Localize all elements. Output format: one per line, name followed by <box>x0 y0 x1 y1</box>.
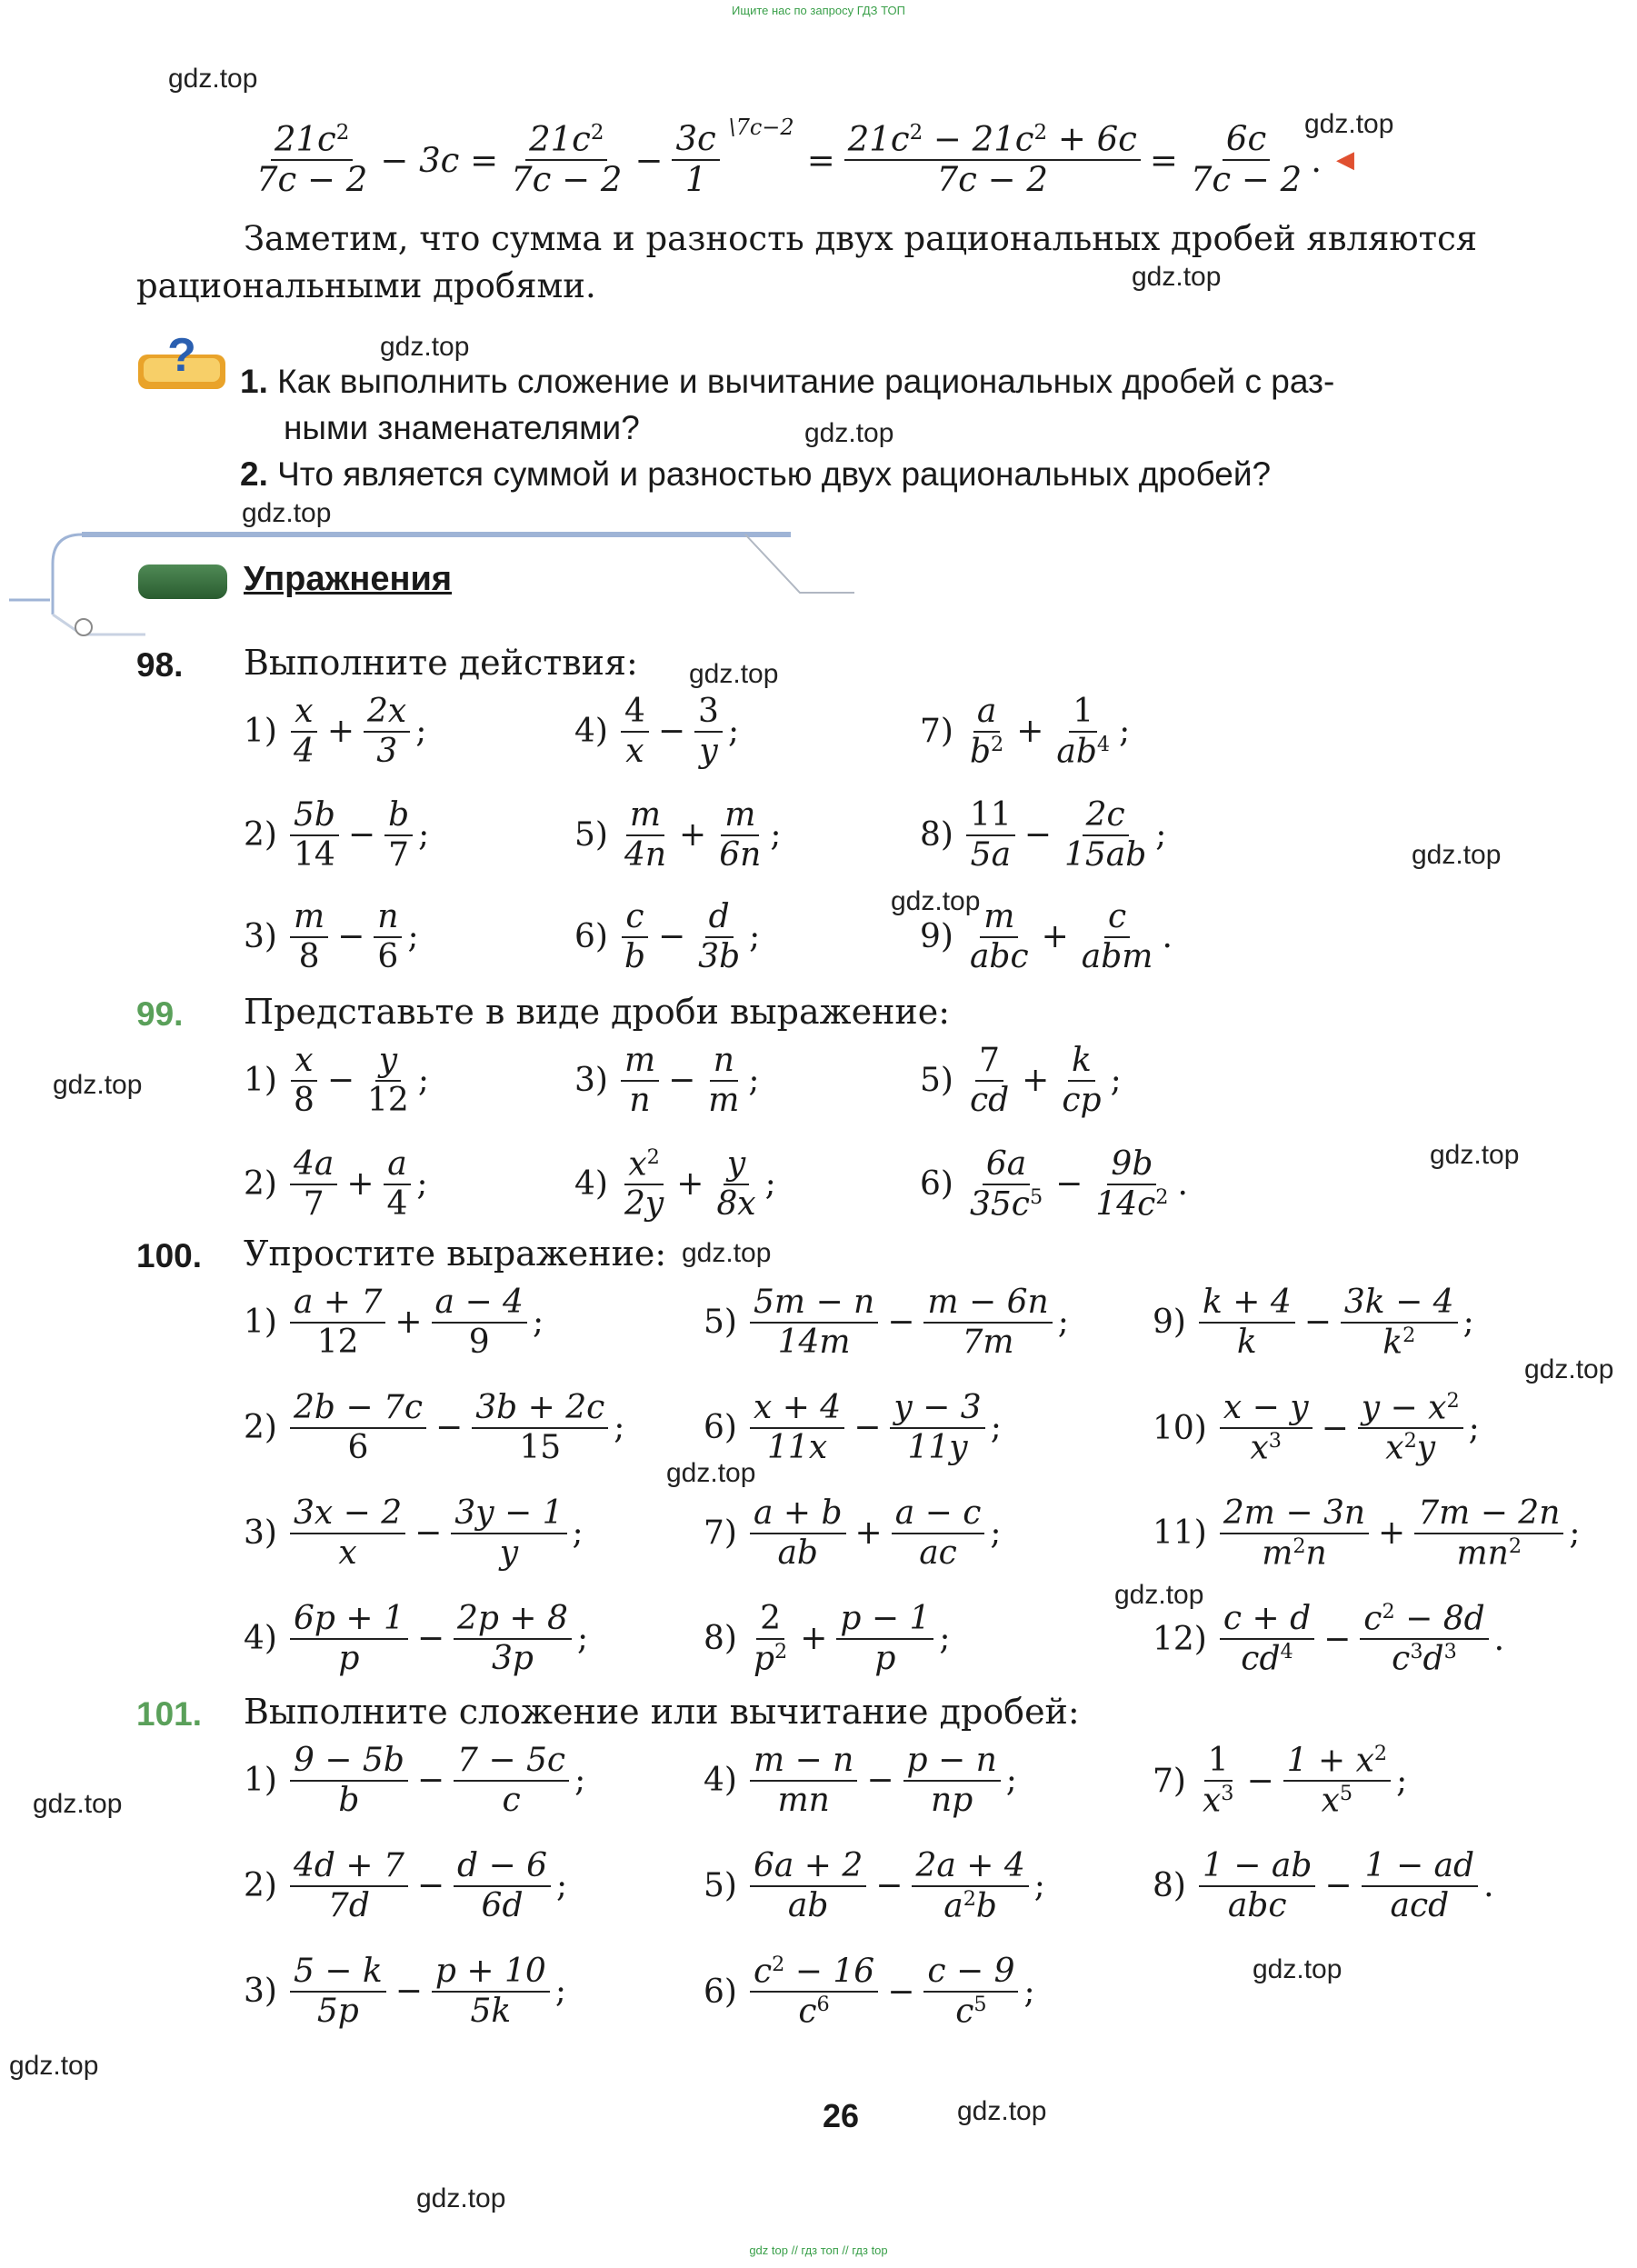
ex98-item-3: 3) $\frac{m}{8}$ − $\frac{n}{6}$ ; <box>244 898 419 975</box>
ex100-item-3: 3) $\frac{3x - 2}{x}$ − $\frac{3y - 1}{y}$ ; <box>244 1494 584 1572</box>
watermark: gdz.top <box>666 1458 756 1488</box>
end-of-example-marker: ◀ <box>1335 146 1354 175</box>
ex101-item-1: 1) $\frac{9 - 5b}{b}$ − $\frac{7 - 5c}{c}$ ; <box>244 1742 586 1819</box>
ex99-item-3: 3) $\frac{m}{n}$ − $\frac{n}{m}$ ; <box>574 1042 760 1119</box>
ex98-item-4: 4) $\frac{4}{x}$ − $\frac{3}{y}$ ; <box>574 693 740 770</box>
ex99-item-6: 6) $\frac{6a}{35c^5}$ − $\frac{9b}{14c^2}$ . <box>920 1145 1188 1224</box>
top-banner[interactable]: Ищите нас по запросу ГДЗ ТОП <box>732 4 905 17</box>
ex101-item-8: 8) $\frac{1 - ab}{\text{abc}}$ − $\frac{1 - ad}{\text{acd}}$ . <box>1153 1847 1494 1924</box>
exercise-100-number: 100. <box>136 1237 203 1274</box>
watermark: gdz.top <box>9 2051 99 2081</box>
ex100-item-11: 11) $\frac{2m - 3n}{m^2n}$ + $\frac{7m - 2n}{mn^2}$ ; <box>1153 1494 1581 1573</box>
watermark: gdz.top <box>168 64 258 94</box>
ex100-item-1: 1) $\frac{a + 7}{12}$ + $\frac{a - 4}{9}$ ; <box>244 1284 544 1361</box>
watermark: gdz.top <box>1524 1354 1614 1384</box>
watermark: gdz.top <box>891 886 981 916</box>
ex98-item-2: 2) $\frac{5b}{14}$ − $\frac{b}{7}$ ; <box>244 796 430 874</box>
watermark: gdz.top <box>242 498 332 528</box>
ex99-item-4: 4) $\frac{x^2}{2y}$ + $\frac{y}{8x}$ ; <box>574 1145 776 1224</box>
ex101-item-6: 6) $\frac{c^2 - 16}{c^6}$ − $\frac{c - 9}{c^5}$ ; <box>704 1953 1035 2031</box>
watermark: gdz.top <box>1430 1140 1520 1170</box>
watermark: gdz.top <box>416 2183 506 2213</box>
page-number: 26 <box>823 2097 860 2134</box>
ex98-item-1: 1) $\frac{x}{4}$ + $\frac{2x}{3}$ ; <box>244 693 427 770</box>
exercise-101-title: Выполните сложение или вычитание дробей: <box>244 1692 1080 1732</box>
remark-line-2: рациональными дробями. <box>136 266 596 305</box>
ex98-item-9: 9) $\frac{m}{\text{abc}}$ + $\frac{c}{\text{abm}}$ . <box>920 898 1173 975</box>
ex100-item-2: 2) $\frac{2b - 7c}{6}$ − $\frac{3b + 2c}{15}$ ; <box>244 1389 625 1466</box>
ex98-item-6: 6) $\frac{c}{b}$ − $\frac{d}{3b}$ ; <box>574 898 761 975</box>
exercise-98-title: Выполните действия: <box>244 643 638 683</box>
ex98-item-7: 7) $\frac{a}{b^2}$ + $\frac{1}{ab^4}$ ; <box>920 693 1131 771</box>
ex98-item-5: 5) $\frac{m}{4n}$ + $\frac{m}{6n}$ ; <box>574 796 782 874</box>
section-icon <box>138 565 227 599</box>
exercise-100-title: Упростите выражение: <box>244 1234 667 1274</box>
watermark: gdz.top <box>1412 840 1502 870</box>
ex100-item-9: 9) $\frac{k + 4}{k}$ − $\frac{3k - 4}{k^2}$ ; <box>1153 1284 1474 1362</box>
ex100-item-7: 7) $\frac{a + b}{ab}$ + $\frac{a - c}{ac}$ ; <box>704 1494 1002 1572</box>
ex100-item-6: 6) $\frac{x + 4}{11x}$ − $\frac{y - 3}{11y}$ ; <box>704 1389 1002 1466</box>
ex101-item-3: 3) $\frac{5 - k}{5p}$ − $\frac{p + 10}{5k}$ ; <box>244 1953 566 2030</box>
remark-line-1: Заметим, что сумма и разность двух рациональных дробей являются <box>244 219 1478 258</box>
ex101-item-4: 4) $\frac{m - n}{mn}$ − $\frac{p - n}{np}$ ; <box>704 1742 1017 1819</box>
ex101-item-2: 2) $\frac{4d + 7}{7d}$ − $\frac{d - 6}{6d}$ ; <box>244 1847 568 1924</box>
watermark: gdz.top <box>689 659 779 689</box>
question-1: 1. Как выполнить сложение и вычитание рациональных дробей с раз- <box>240 363 1335 400</box>
ex100-item-8: 8) $\frac{2}{p^2}$ + $\frac{p - 1}{p}$ ; <box>704 1600 951 1678</box>
watermark: gdz.top <box>957 2096 1047 2126</box>
ex98-item-8: 8) $\frac{11}{5a}$ − $\frac{2c}{15ab}$ ; <box>920 796 1167 874</box>
footer-banner[interactable]: gdz top // гдз топ // гдз top <box>749 2243 888 2257</box>
exercise-99-number: 99. <box>136 995 184 1033</box>
watermark: gdz.top <box>1304 109 1394 139</box>
ex99-item-5: 5) $\frac{7}{cd}$ + $\frac{k}{cp}$ ; <box>920 1042 1122 1119</box>
watermark: gdz.top <box>33 1789 123 1819</box>
ex99-item-1: 1) $\frac{x}{8}$ − $\frac{y}{12}$ ; <box>244 1042 429 1119</box>
example-formula: $\frac{21c^2}{7c - 2}$ − 3c = $\frac{21c^2}{7c - 2}$ − 3c 1 \7c−2 = $\frac{21c^2 - 21c^2 + 6c}{7c - 2}$ = $\frac{6c}{7c - 2}$ . ◀ <box>256 115 1354 200</box>
watermark: gdz.top <box>682 1238 772 1268</box>
exercise-101-number: 101. <box>136 1695 203 1733</box>
watermark: gdz.top <box>1114 1580 1204 1610</box>
exercise-98-number: 98. <box>136 646 184 684</box>
watermark: gdz.top <box>804 418 894 448</box>
question-icon <box>136 335 227 393</box>
watermark: gdz.top <box>53 1070 143 1100</box>
question-2: 2. Что является суммой и разностью двух рациональных дробей? <box>240 455 1272 493</box>
ex99-item-2: 2) $\frac{4a}{7}$ + $\frac{a}{4}$ ; <box>244 1145 428 1223</box>
watermark: gdz.top <box>1132 262 1222 292</box>
ex101-item-7: 7) $\frac{1}{x^3}$ − $\frac{1 + x^2}{x^5}$ ; <box>1153 1742 1408 1820</box>
ex100-item-12: 12) $\frac{c + d}{cd^4}$ − $\frac{c^2 - 8d}{c^3d^3}$ . <box>1153 1600 1505 1678</box>
ex101-item-5: 5) $\frac{6a + 2}{ab}$ − $\frac{2a + 4}{a^2b}$ ; <box>704 1847 1045 1925</box>
question-1-continued: ными знаменателями? <box>284 409 640 446</box>
watermark: gdz.top <box>1253 1954 1343 1984</box>
ex100-item-5: 5) $\frac{5m - n}{14m}$ − $\frac{m - 6n}{7m}$ ; <box>704 1284 1069 1361</box>
exercise-99-title: Представьте в виде дроби выражение: <box>244 992 951 1032</box>
svg-text:?: ? <box>167 335 196 382</box>
section-title: Упражнения <box>244 560 453 598</box>
ex100-item-4: 4) $\frac{6p + 1}{p}$ − $\frac{2p + 8}{3p}$ ; <box>244 1600 589 1677</box>
ex100-item-10: 10) $\frac{x - y}{x^3}$ − $\frac{y - x^2}{x^2y}$ ; <box>1153 1389 1480 1467</box>
watermark: gdz.top <box>380 332 470 362</box>
